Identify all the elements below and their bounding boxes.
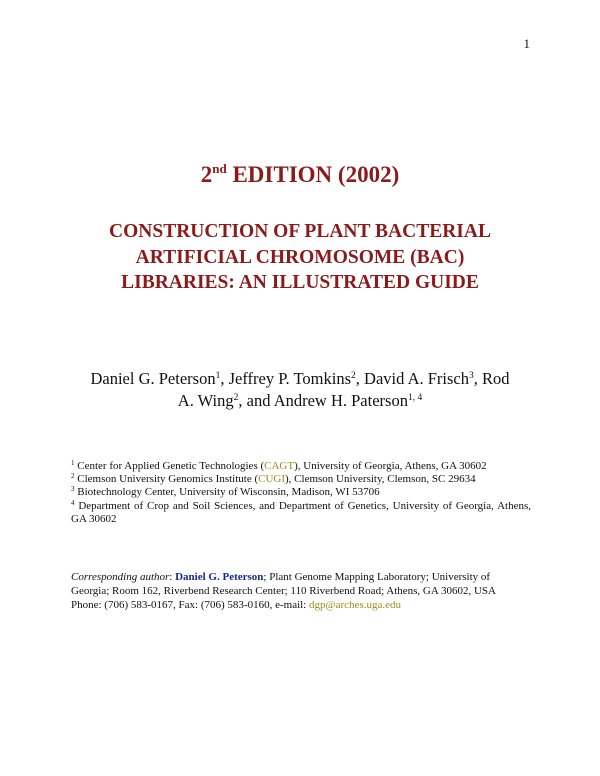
author-affiliation-ref: 2 — [351, 371, 356, 381]
affiliation-number: 4 — [71, 498, 75, 507]
affiliation-list — [71, 460, 531, 526]
author-affiliation-ref: 1 — [215, 371, 221, 381]
author-line-2 — [60, 390, 540, 412]
affiliation-text: Clemson University Genomics Institute ( — [74, 473, 259, 486]
corresponding-line-3 — [71, 598, 531, 612]
author-list — [60, 368, 540, 412]
title-line: LIBRARIES: AN ILLUSTRATED GUIDE — [121, 272, 479, 293]
corresponding-line-1 — [71, 570, 531, 584]
affiliation-text: Center for Applied Genetic Technologies ( — [74, 460, 265, 472]
title-line: CONSTRUCTION OF PLANT BACTERIAL — [109, 221, 491, 242]
author-name: , Rod — [473, 369, 510, 388]
affiliation-number: 1 — [71, 459, 75, 467]
affiliation-text: Biotechnology Center, University of Wisconsin, Madison, WI 53706 — [74, 486, 380, 499]
author-affiliation-ref: 1, 4 — [407, 393, 423, 403]
affiliation-text: ), University of Georgia, Athens, GA 30602 — [294, 460, 487, 472]
author-name: , David A. Frisch — [355, 369, 469, 388]
author-name: Daniel G. Peterson — [90, 369, 216, 388]
author-affiliation-ref: 2 — [233, 393, 239, 403]
corresponding-colon: : — [169, 571, 176, 583]
title-line: ARTIFICIAL CHROMOSOME (BAC) — [135, 246, 465, 268]
author-line-1 — [60, 368, 540, 390]
email-link[interactable]: dgp@arches.uga.edu — [309, 599, 401, 612]
corresponding-address: ; Plant Genome Mapping Laboratory; University of — [263, 571, 491, 583]
author-name: , and Andrew H. Paterson — [238, 391, 408, 410]
cugi-link[interactable]: CUGI — [258, 473, 286, 486]
corresponding-label: Corresponding author — [71, 571, 170, 583]
edition-text: EDITION (2002) — [226, 162, 400, 187]
corresponding-author-block — [71, 570, 531, 613]
contact-numbers: Phone: (706) 583-0167, Fax: (706) 583-0160, e-mail: — [71, 599, 309, 612]
affiliation-text: Department of Crop and Soil Sciences, and Department of Genetics, University of Georgia, Athens, GA 30602 — [71, 499, 531, 525]
edition-heading — [0, 162, 600, 188]
author-name: A. Wing — [177, 391, 234, 410]
affiliation-item — [71, 500, 531, 526]
affiliation-number: 3 — [71, 485, 75, 494]
affiliation-text: ), Clemson University, Clemson, SC 29634 — [285, 473, 476, 486]
affiliation-item — [71, 460, 531, 473]
author-name: , Jeffrey P. Tomkins — [220, 369, 352, 388]
affiliation-number: 2 — [71, 472, 75, 481]
affiliation-item — [71, 486, 531, 499]
corresponding-author-name: Daniel G. Peterson — [175, 571, 264, 583]
edition-suffix: nd — [212, 161, 227, 176]
corresponding-line-2: Georgia; Room 162, Riverbend Research Center; 110 Riverbend Road; Athens, GA 30602, USA — [71, 585, 496, 598]
edition-number: 2 — [200, 162, 213, 187]
author-affiliation-ref: 3 — [469, 371, 474, 381]
affiliation-item — [71, 473, 531, 486]
cagt-link[interactable]: CAGT — [264, 460, 295, 472]
document-title — [70, 219, 530, 296]
page-number: 1 — [523, 36, 530, 51]
